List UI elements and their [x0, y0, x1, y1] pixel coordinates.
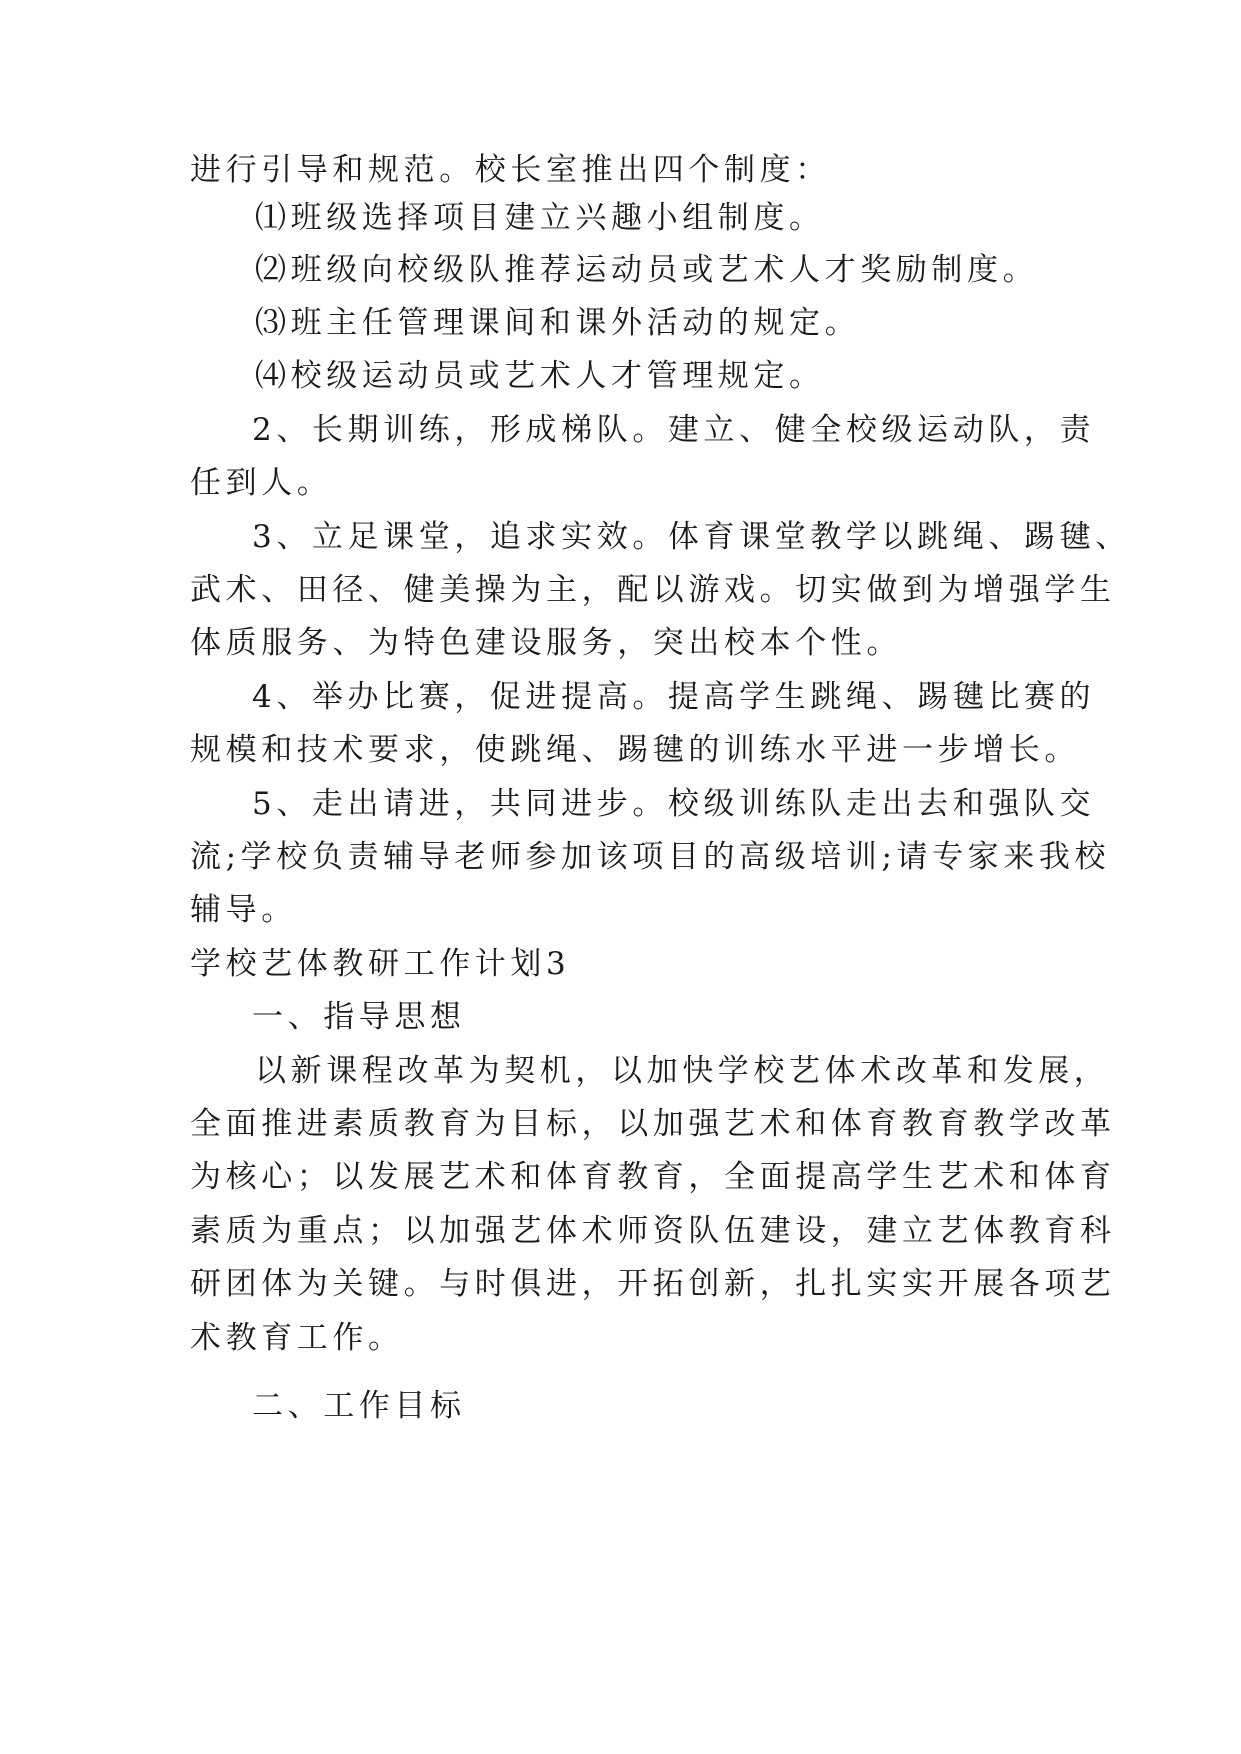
paragraph-line: 全面推进素质教育为目标，以加强艺术和体育教育教学改革 [190, 1106, 1116, 1142]
list-item: ⑶班主任管理课间和课外活动的规定。 [255, 305, 861, 341]
paragraph-line: 武术、田径、健美操为主，配以游戏。切实做到为增强学生 [190, 572, 1116, 608]
paragraph-line: 以新课程改革为契机，以加快学校艺体术改革和发展， [255, 1053, 1110, 1089]
paragraph-line: 术教育工作。 [190, 1320, 404, 1356]
paragraph-line: 研团体为关键。与时俱进，开拓创新，扎扎实实开展各项艺 [190, 1266, 1116, 1302]
paragraph-line: 素质为重点；以加强艺体术师资队伍建设，建立艺体教育科 [190, 1213, 1116, 1249]
paragraph-line: 5、走出请进，共同进步。校级训练队走出去和强队交 [252, 786, 1096, 822]
section-title: 学校艺体教研工作计划3 [190, 946, 571, 982]
paragraph-line: 规模和技术要求，使跳绳、踢毽的训练水平进一步增长。 [190, 732, 1080, 768]
paragraph-line: 体质服务、为特色建设服务，突出校本个性。 [190, 625, 902, 661]
list-item: ⑷校级运动员或艺术人才管理规定。 [255, 358, 825, 394]
paragraph-line: 进行引导和规范。校长室推出四个制度： [190, 152, 831, 188]
paragraph-line: 辅导。 [190, 892, 297, 928]
paragraph-line: 为核心；以发展艺术和体育教育，全面提高学生艺术和体育 [190, 1159, 1116, 1195]
list-item: ⑵班级向校级队推荐运动员或艺术人才奖励制度。 [255, 252, 1039, 288]
paragraph-line: 任到人。 [190, 465, 333, 501]
paragraph-line: 4、举办比赛，促进提高。提高学生跳绳、踢毽比赛的 [252, 679, 1096, 715]
list-item: ⑴班级选择项目建立兴趣小组制度。 [255, 200, 825, 236]
section-heading: 一、指导思想 [252, 999, 466, 1035]
section-heading: 二、工作目标 [252, 1388, 466, 1424]
paragraph-line: 2、长期训练，形成梯队。建立、健全校级运动队，责 [252, 412, 1096, 448]
paragraph-line: 流;学校负责辅导老师参加该项目的高级培训;请专家来我校 [190, 839, 1111, 875]
paragraph-line: 3、立足课堂，追求实效。体育课堂教学以跳绳、踢毽、 [252, 519, 1131, 555]
